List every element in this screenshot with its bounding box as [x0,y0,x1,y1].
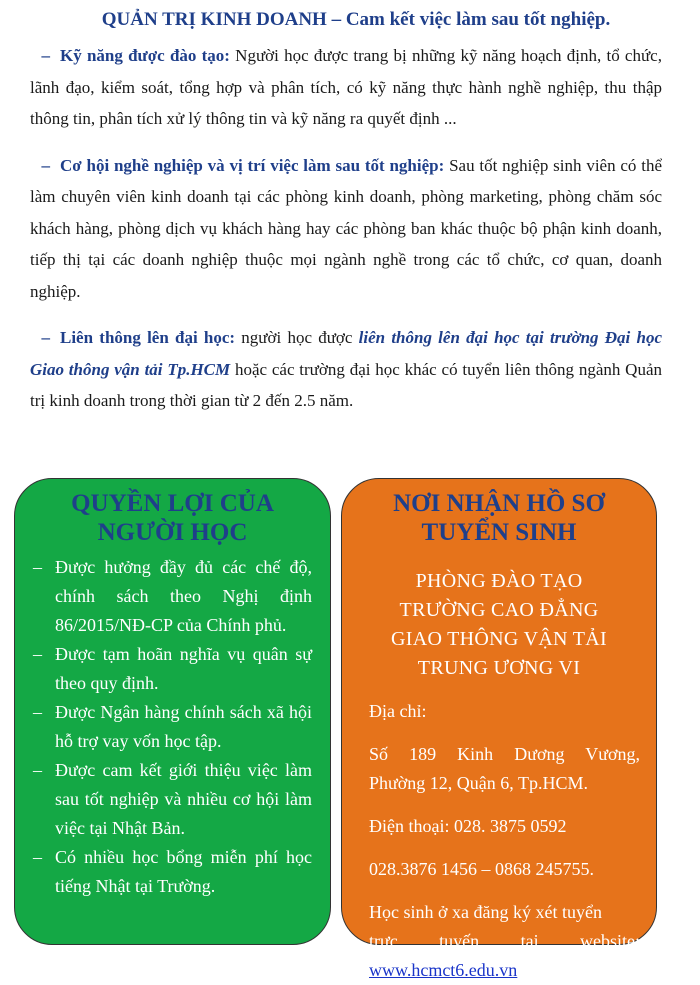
transfer-paragraph: – Liên thông lên đại học: người học được liên thông lên đại học tại trường Đại học Giao thông vận tải Tp.HCM hoặc các trường đại học khác có tuyển liên thông ngành Quản trị kinh doanh trong thời gian từ 2 đến 2.5 năm. [30,328,662,410]
career-paragraph: – Cơ hội nghề nghiệp và vị trí việc làm sau tốt nghiệp: Sau tốt nghiệp sinh viên có thể làm chuyên viên kinh doanh tại các phòng kinh doanh, phòng marketing, phòng chăm sóc khách hàng, phòng dịch vụ khách hàng hay các phòng ban khác thuộc bộ phận kinh doanh, tiếp thị tại các doanh nghiệp thuộc mọi ngành nghề trong các tổ chức, cơ quan, doanh nghiệp. [30,155,663,301]
transfer-lead: Liên thông lên đại học: [60,328,236,347]
skills-lead: Kỹ năng được đào tạo: [60,46,230,65]
website-link[interactable]: www.hcmct6.edu.vn [369,960,518,980]
career-text: Sau tốt nghiệp sinh viên có thể làm chuyên viên kinh doanh tại các phòng kinh doanh, phòng marketing, phòng chăm sóc khách hàng, phòng dịch vụ khách hàng hay các phòng ban khác thuộc bộ phận kinh doanh, tiếp thị tại các doanh nghiệp thuộc mọi ngành nghề trong các tổ chức, cơ quan, doanh nghiệp. [30,155,663,301]
phone-line: Điện thoại: 028. 3875 0592 [369,816,567,836]
program-description [30,0,662,417]
online-note: Học sinh ở xa đăng ký xét tuyển [369,902,602,922]
address-line: Phường 12, Quận 6, Tp.HCM. [369,773,588,793]
list-item: – Được cam kết giới thiệu việc làm sau tốt nghiệp và nhiều cơ hội làm việc tại Nhật Bản. [33,760,312,838]
online-note: trực tuyến tại website: [369,931,640,951]
list-item: – Được hưởng đầy đủ các chế độ, chính sách theo Nghị định 86/2015/NĐ-CP của Chính phủ. [33,557,312,635]
transfer-emphasis: liên thông lên đại học tại trường Đại học Giao thông vận tải Tp.HCM [30,328,662,379]
list-item: – Được Ngân hàng chính sách xã hội hỗ trợ vay vốn học tập. [33,702,312,751]
page-heading: QUẢN TRỊ KINH DOANH – Cam kết việc làm sau tốt nghiệp. [101,9,611,30]
skills-text: Người học được trang bị những kỹ năng hoạch định, tổ chức, lãnh đạo, kiểm soát, tổng hợp và phân tích, có kỹ năng thực hành nghề nghiệp, thu thập thông tin, phân tích xử lý thông tin và kỹ năng ra quyết định ... [30,46,662,128]
benefits-box [14,478,331,945]
contact-info [369,697,640,985]
benefits-list [33,553,312,901]
address-label: Địa chỉ: [369,701,427,721]
list-item: – Được tạm hoãn nghĩa vụ quân sự theo quy định. [33,644,312,693]
career-lead: Cơ hội nghề nghiệp và vị trí việc làm sau tốt nghiệp: [60,155,445,175]
office-name: PHÒNG ĐÀO TẠO TRƯỜNG CAO ĐẲNG GIAO THÔNG VẬN TẢI TRUNG ƯƠNG VI [391,570,607,679]
phone-line: 028.3876 1456 – 0868 245755. [369,859,594,879]
admissions-title: NƠI NHẬN HỒ SƠ TUYỂN SINH [393,490,605,546]
transfer-text-a: người học được [235,328,359,347]
admissions-box [341,478,657,980]
benefits-title: QUYỀN LỢI CỦA NGƯỜI HỌC [71,490,274,546]
transfer-text-b: hoặc các trường đại học khác có tuyển liên thông ngành Quản trị kinh doanh trong thời gian từ 2 đến 2.5 năm. [30,359,662,410]
skills-paragraph: – Kỹ năng được đào tạo: Người học được trang bị những kỹ năng hoạch định, tổ chức, lãnh đạo, kiểm soát, tổng hợp và phân tích, có kỹ năng thực hành nghề nghiệp, thu thập thông tin, phân tích xử lý thông tin và kỹ năng ra quyết định ... [30,46,662,128]
address-line: Số 189 Kinh Dương Vương, [369,744,640,764]
list-item: – Có nhiều học bổng miễn phí học tiếng Nhật tại Trường. [33,847,312,896]
